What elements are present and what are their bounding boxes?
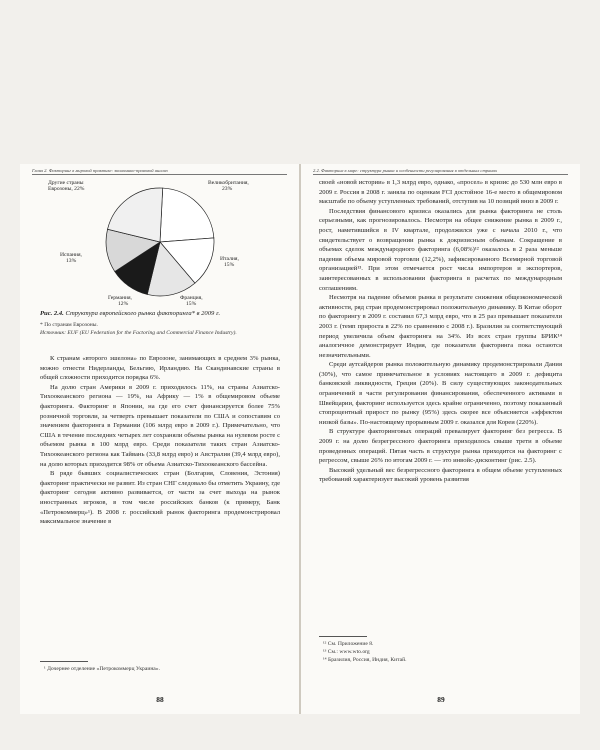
running-head-right: 2.2. Факторинг в мире: структура рынка и особенности регулирования в отдельных странах [313, 168, 568, 175]
pie-label-germany: Германия, 12% [108, 295, 132, 308]
footnote: ¹³ См.: www.wto.org [323, 649, 370, 655]
pie-label-france: Франция, 15% [180, 295, 203, 308]
footnotes [323, 640, 553, 664]
pie-label-italy: Италия, 15% [220, 256, 239, 269]
paragraph: Последствия финансового кризиса оказались для рынка факторинга не столь серьезными, как прогнозировалось. Несмотря на общее снижение рынка в 2009 г., рост, наметившийся в IV квартале, продолжился уже с начала 2010 г., что свидетельствует о возвращении рынка к докризисным объемам. Сокращение в объемах сделок международного факторинга (6,08%)¹² оказалось в 2 раза меньше падения объема мировой торговли (12,2%), зафиксированного Всемирной торговой организацией¹³. При этом отмечается рост числа импортеров и экспортеров, заинтересованных в использовании факторинга в расчетах по международным соглашениям. [319, 207, 562, 292]
pie-label-spain: Испания, 13% [60, 252, 82, 265]
figure-source: Источник: EUF (EU Federation for the Factoring and Commercial Finance Industry). [40, 330, 237, 336]
paragraph: Среди аутсайдеров рынка положительную динамику продемонстрировали Дания (30%), что самое примечательное в условиях настоящего в 2009 г. дефицита банковской ликвидности, Греция (20%). В силу существующих законодательных ограничений в части регулирования финансирования, обеспеченного активами в Швейцарии, факторинг используется здесь крайне ограниченно, поэтому показанный стопроцентный прирост по рынку (95%) здесь скорее все объясняется «эффектом низкой базы». По-настоящему прорывным 2009 г. оказался для Кореи (220%). [319, 361, 562, 426]
pie-slice [160, 188, 214, 242]
footnote: ¹⁴ Бразилия, Россия, Индия, Китай. [323, 657, 407, 663]
paragraph: В структуре факторинговых операций превалирует факторинг без регресса. В 2009 г. на долю безрегрессного факторинга приходилось свыше трети в объеме проведенных операций. Пятая часть в структуре рынка приходится на факторинг с регрессом, свыше 26% по итогам 2009 г. — это инвойс-дисконтинг (рис. 2.5). [319, 428, 562, 465]
footnote-rule [319, 636, 367, 637]
left-page [20, 164, 299, 714]
paragraph: В ряде бывших социалистических стран (Болгария, Словения, Эстония) факторинг практически не развит. Из стран СНГ следовало бы отметить Украину, где факторинг сегодня активно развивается, от части за счет выхода на рынок иностранных игроков, в том числе российских банков (к примеру, Банк «Петрокоммерц»¹). В 2008 г. российский рынок факторинга продемонстрировал максимальное значение в [40, 470, 280, 526]
pie-chart-figure [40, 178, 280, 306]
page-number-right: 89 [437, 695, 445, 704]
paragraph: Высокий удельный вес безрегрессного факторинга в общем объеме уступленных требований характеризует высокий уровень развития [319, 466, 562, 484]
footnote: ¹ Дочернее отделение «Петрокоммерц Украина». [44, 666, 160, 672]
footnote-rule [40, 661, 88, 662]
figure-note: * По странам Еврозоны. [40, 322, 98, 328]
pie-label-uk: Великобритания, 23% [208, 180, 249, 193]
right-body-text [319, 178, 562, 485]
page-number-left: 88 [156, 695, 164, 704]
paragraph: К странам «второго эшелона» по Еврозоне, занимающих в среднем 3% рынка, можно отнести Нидерланды, Бельгию, Ирландию. На Скандинавские страны в общей сложности приходится порядка 6%. [40, 355, 280, 382]
paragraph: своей «новой истории» в 1,3 млрд евро, однако, «просел» в кризис до 530 млн евро в 2009 г. Россия в 2008 г. заняла по оценкам FCI достойное 16-е место в общемировом масштабе по объему уступленных требований, отступив на 10 позиций вниз в 2009 г. [319, 179, 562, 206]
paragraph: Несмотря на падение объемов рынка в результате снижения общеэкономической активности, ряд стран продемонстрировал положительную динамику. В Китае оборот по факторингу в 2009 г. составил 67,3 млрд евро, что в 25 раз превышает показатели 2003 г. (темп прироста в 22% по сравнению с 2008 г.). Бразилия за соответствующий период увеличила объем факторинга на 34%. Из всех стран группы БРИК¹⁴ аналогичное демонстрирует Индия, где показатели факторинга пока остаются незначительными. [319, 294, 562, 359]
running-head-left: Глава 2. Факторинг в мировой практике: экономико-правовой анализ [32, 168, 287, 175]
pie-chart [40, 178, 280, 306]
figure-caption: Рис. 2.4. Структура европейского рынка факторинга* в 2009 г. [40, 310, 221, 317]
left-body-text [40, 354, 280, 527]
footnote: ¹² См. Приложение 8. [323, 641, 374, 647]
pie-label-other: Другие страны Еврозоны, 22% [48, 180, 85, 193]
right-page [301, 164, 580, 714]
paragraph: На долю стран Америки в 2009 г. приходилось 11%, на страны Азиатско-Тихоокеанского региона — 19%, на Африку — 1% в общемировом объеме факторинга. Факторинг в Японии, на где его счет финансируется более 75% розничной торговли, за четверть превышает показатели по США и сопоставим со значением факторинга в Германии (106 млрд евро в 2009 г.). Примечательно, что США в течение последних четырех лет сохраняли объемы рынка на нулевом росте с объемом рынка в 100 млрд евро. Среди показатели таких стран Азиатско-Тихоокеанского региона как Тайвань (33,8 млрд евро) и Австралия (39,4 млрд евро), на долю которых приходится 98% от объема Азиатско-Тихоокеанского бассейна. [40, 383, 280, 468]
